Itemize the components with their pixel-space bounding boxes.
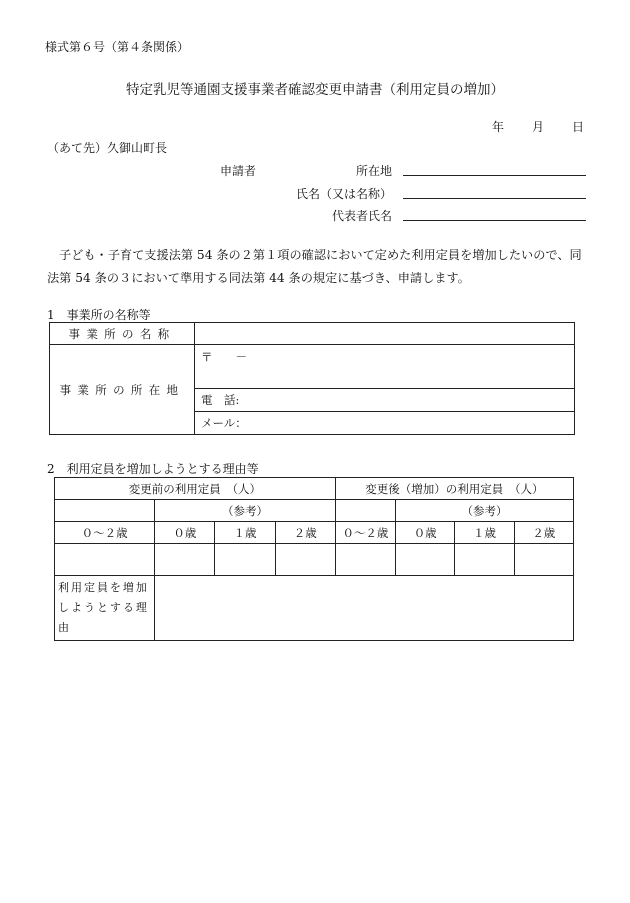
phone-label: 電 話:	[201, 393, 240, 407]
value-before-0[interactable]	[155, 544, 215, 576]
reason-label-cell	[55, 576, 155, 641]
facility-table	[49, 322, 575, 435]
age-header-after-0-2: ０～２歳	[335, 522, 395, 544]
before-capacity-header: 変更前の利用定員 （人）	[55, 478, 336, 500]
phone-field[interactable]	[195, 389, 575, 412]
before-spacer-cell	[55, 500, 155, 522]
value-before-1[interactable]	[215, 544, 275, 576]
after-reference-header: （参考）	[396, 500, 574, 522]
after-capacity-header: 変更後（増加）の利用定員 （人）	[335, 478, 573, 500]
name-label: 氏名（又は名称）	[295, 187, 392, 201]
value-after-1[interactable]	[455, 544, 514, 576]
facility-location-label-cell	[50, 345, 195, 435]
section1-heading: 1 事業所の名称等	[47, 308, 151, 322]
form-number: 様式第６号（第４条関係）	[45, 40, 190, 54]
value-after-0[interactable]	[396, 544, 455, 576]
age-header-after-1: １歳	[455, 522, 514, 544]
date-year: 年	[491, 120, 504, 134]
age-header-after-0: ０歳	[396, 522, 455, 544]
representative-label: 代表者氏名	[331, 209, 392, 223]
value-before-2[interactable]	[275, 544, 335, 576]
age-header-before-2: ２歳	[275, 522, 335, 544]
date-line	[492, 118, 584, 135]
address-line[interactable]	[403, 175, 586, 176]
facility-name-label-cell	[50, 323, 195, 345]
document-title: 特定乳児等通園支援事業者確認変更申請書（利用定員の増加）	[126, 82, 504, 98]
postal-prefix: 〒 －	[201, 350, 247, 364]
representative-line[interactable]	[403, 220, 586, 221]
address-label: 所在地	[355, 164, 392, 178]
age-header-before-0: ０歳	[155, 522, 215, 544]
postal-code-field[interactable]	[195, 345, 575, 389]
date-day: 日	[571, 120, 584, 134]
value-after-0-2[interactable]	[335, 544, 395, 576]
facility-location-label: 事業所の所在地	[59, 382, 185, 397]
facility-name-field[interactable]	[195, 323, 575, 345]
applicant-label: 申請者	[220, 164, 257, 178]
application-statement: 子ども・子育て支援法第 54 条の２第１項の確認において定めた利用定員を増加したいので、同法第 54 条の３において準用する同法第 44 条の規定に基づき、申請します。	[47, 248, 582, 285]
facility-name-label: 事業所の名称	[68, 326, 176, 341]
section2-heading: 2 利用定員を増加しようとする理由等	[47, 462, 259, 476]
reason-label-line2: しようとする理由	[58, 601, 149, 634]
reason-label-line1: 利用定員を増加	[58, 581, 149, 594]
value-before-0-2[interactable]	[55, 544, 155, 576]
value-after-2[interactable]	[514, 544, 573, 576]
reason-field[interactable]	[155, 576, 574, 641]
date-month: 月	[531, 120, 544, 134]
before-reference-header: （参考）	[155, 500, 336, 522]
email-label: メール：	[201, 416, 247, 430]
after-spacer-cell	[335, 500, 395, 522]
age-header-before-1: １歳	[215, 522, 275, 544]
capacity-table	[54, 477, 574, 641]
email-field[interactable]	[195, 412, 575, 435]
age-header-after-2: ２歳	[514, 522, 573, 544]
name-line[interactable]	[403, 198, 586, 199]
addressee: （あて先）久御山町長	[47, 141, 168, 155]
age-header-before-0-2: ０～２歳	[55, 522, 155, 544]
